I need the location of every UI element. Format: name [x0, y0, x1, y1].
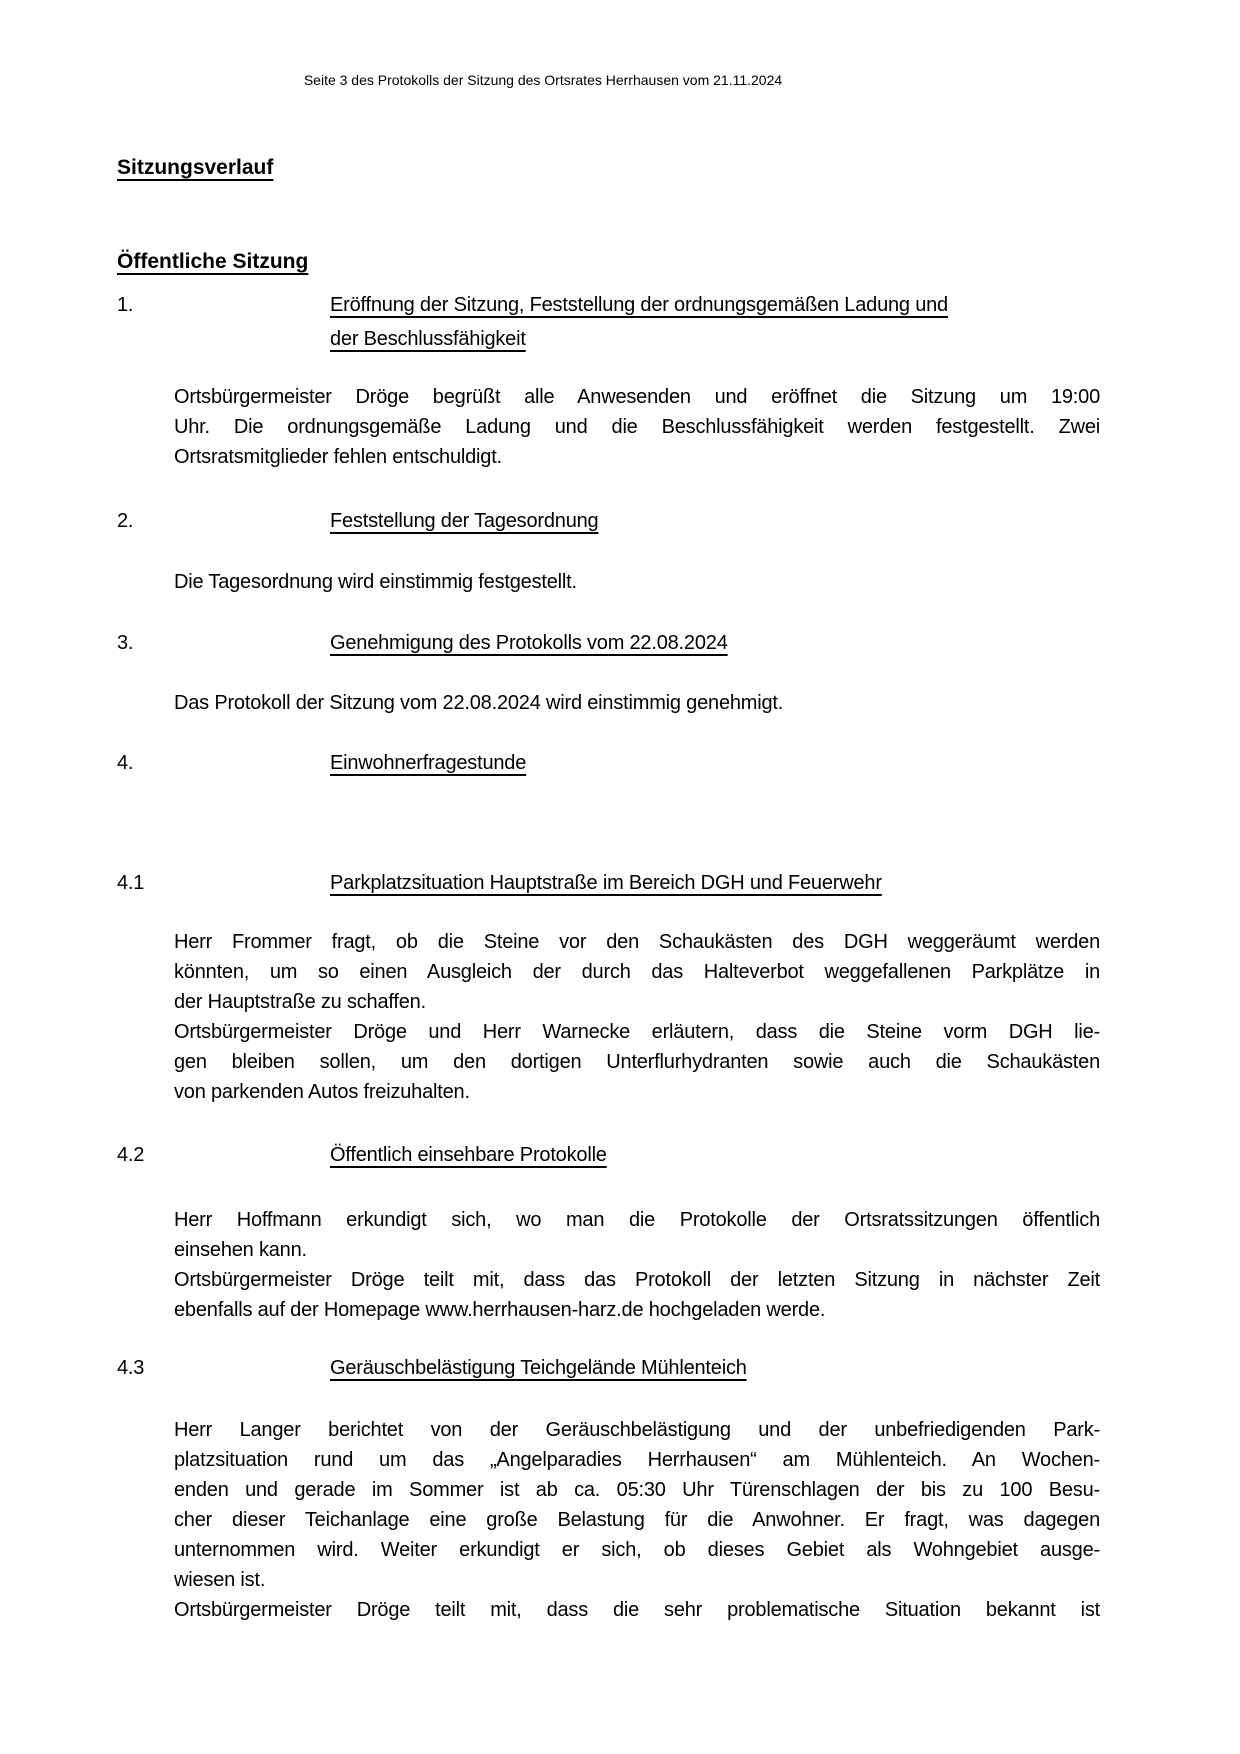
body-line: Herr Frommer fragt, ob die Steine vor den Schaukästen des DGH weggeräumt werden: [174, 931, 1100, 953]
agenda-item-block: [117, 1351, 1100, 1625]
item-heading: [330, 1138, 1100, 1172]
body-line: Die Tagesordnung wird einstimmig festgestellt.: [174, 571, 577, 593]
body-line: von parkenden Autos freizuhalten.: [174, 1081, 470, 1103]
body-line: Ortsbürgermeister Dröge teilt mit, dass die sehr problematische Situation bekannt ist: [174, 1599, 1100, 1621]
item-number: 3.: [117, 632, 134, 654]
item-body: [174, 1205, 1100, 1325]
item-heading-line: Einwohnerfragestunde: [330, 752, 527, 774]
item-body: [174, 688, 1100, 718]
body-line: einsehen kann.: [174, 1239, 307, 1261]
agenda-item-block: [117, 504, 1100, 597]
item-heading: [330, 504, 1100, 538]
item-heading-line: Feststellung der Tagesordnung: [330, 510, 599, 532]
body-line: Ortsbürgermeister Dröge und Herr Warnecke erläutern, dass die Steine vorm DGH lie-: [174, 1021, 1100, 1043]
item-body: [174, 927, 1100, 1107]
body-line: könnten, um so einen Ausgleich der durch das Halteverbot weggefallenen Parkplätze in: [174, 961, 1100, 983]
page-header: Seite 3 des Protokolls der Sitzung des Ortsrates Herrhausen vom 21.11.2024: [303, 72, 783, 88]
agenda-item: [117, 1351, 1100, 1385]
agenda-item-block: [117, 1138, 1100, 1325]
agenda-item: [117, 866, 1100, 900]
item-heading-line: Genehmigung des Protokolls vom 22.08.2024: [330, 632, 728, 654]
agenda-item: [117, 288, 1100, 356]
body-line: Das Protokoll der Sitzung vom 22.08.2024 wird einstimmig genehmigt.: [174, 692, 784, 714]
item-heading-line: der Beschlussfähigkeit: [330, 328, 526, 350]
agenda-item-block: [117, 866, 1100, 1107]
subsection-title: Öffentliche Sitzung: [117, 250, 309, 273]
agenda-item: [117, 746, 1100, 780]
body-line: Ortsbürgermeister Dröge teilt mit, dass das Protokoll der letzten Sitzung in nächster Zeit: [174, 1269, 1100, 1291]
item-body: [174, 382, 1100, 472]
item-number: 4.2: [117, 1144, 145, 1166]
body-line: platzsituation rund um das „Angelparadies Herrhausen“ am Mühlenteich. An Wochen-: [174, 1449, 1100, 1471]
item-body: [174, 1415, 1100, 1625]
body-line: enden und gerade im Sommer ist ab ca. 05:30 Uhr Türenschlagen der bis zu 100 Besu-: [174, 1479, 1100, 1501]
body-line: Uhr. Die ordnungsgemäße Ladung und die Beschlussfähigkeit werden festgestellt. Zwei: [174, 416, 1100, 438]
section-title: Sitzungsverlauf: [117, 156, 274, 179]
item-heading-line: Eröffnung der Sitzung, Feststellung der ordnungsgemäßen Ladung und: [330, 294, 948, 316]
body-line: Ortsratsmitglieder fehlen entschuldigt.: [174, 446, 502, 468]
item-heading: [330, 626, 1100, 660]
item-heading-line: Parkplatzsituation Hauptstraße im Bereich DGH und Feuerwehr: [330, 872, 882, 894]
item-heading: [330, 288, 1100, 356]
agenda-item-block: [117, 288, 1100, 472]
item-number: 4.3: [117, 1357, 145, 1379]
agenda-items: [117, 288, 1100, 1625]
agenda-item: [117, 1138, 1100, 1172]
item-heading-line: Geräuschbelästigung Teichgelände Mühlenteich: [330, 1357, 747, 1379]
item-number: 1.: [117, 294, 134, 316]
agenda-item: [117, 626, 1100, 660]
agenda-item: [117, 504, 1100, 538]
body-line: cher dieser Teichanlage eine große Belastung für die Anwohner. Er fragt, was dagegen: [174, 1509, 1100, 1531]
item-heading: [330, 1351, 1100, 1385]
agenda-item-block: [117, 626, 1100, 718]
item-number: 2.: [117, 510, 134, 532]
item-number: 4.: [117, 752, 134, 774]
section-title-row: [117, 154, 1100, 182]
body-line: Herr Hoffmann erkundigt sich, wo man die Protokolle der Ortsratssitzungen öffentlich: [174, 1209, 1100, 1231]
body-line: gen bleiben sollen, um den dortigen Unterflurhydranten sowie auch die Schaukästen: [174, 1051, 1100, 1073]
body-line: Ortsbürgermeister Dröge begrüßt alle Anwesenden und eröffnet die Sitzung um 19:00: [174, 386, 1100, 408]
item-body: [174, 567, 1100, 597]
item-heading: [330, 866, 1100, 900]
item-heading: [330, 746, 1100, 780]
subsection-title-row: [117, 248, 1100, 276]
item-number: 4.1: [117, 872, 145, 894]
agenda-item-block: [117, 746, 1100, 780]
body-line: ebenfalls auf der Homepage www.herrhausen-harz.de hochgeladen werde.: [174, 1299, 826, 1321]
page-header-row: [0, 0, 1086, 90]
body-line: wiesen ist.: [174, 1569, 266, 1591]
body-line: unternommen wird. Weiter erkundigt er sich, ob dieses Gebiet als Wohngebiet ausge-: [174, 1539, 1100, 1561]
body-line: der Hauptstraße zu schaffen.: [174, 991, 426, 1013]
item-heading-line: Öffentlich einsehbare Protokolle: [330, 1144, 607, 1166]
body-line: Herr Langer berichtet von der Geräuschbelästigung und der unbefriedigenden Park-: [174, 1419, 1100, 1441]
